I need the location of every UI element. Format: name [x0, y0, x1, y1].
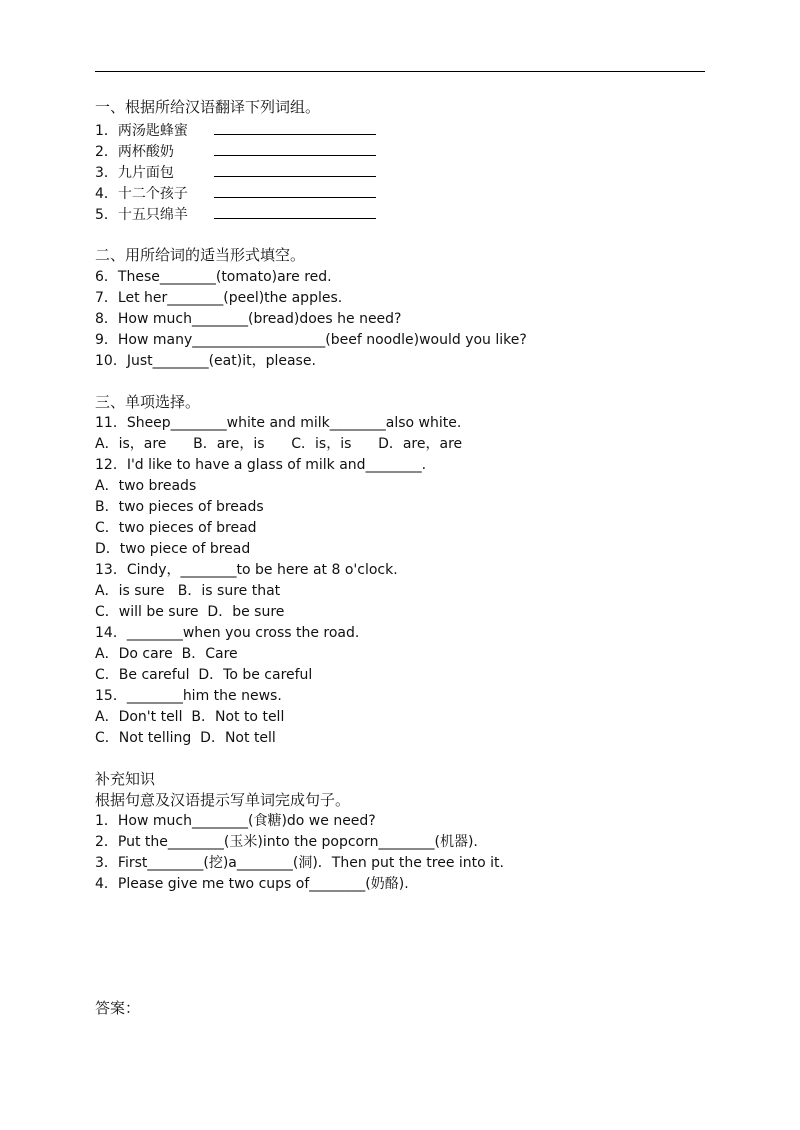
- supplement-instruction: 根据句意及汉语提示写单词完成句子。: [95, 791, 351, 809]
- option-line: C．Not telling D．Not tell: [95, 730, 276, 746]
- answer-blank[interactable]: [214, 204, 376, 219]
- answer-blank[interactable]: [214, 162, 376, 177]
- option-line: A．is sure B．is sure that: [95, 583, 281, 599]
- option-line: C．two pieces of bread: [95, 520, 257, 536]
- answers-label: 答案：: [95, 999, 141, 1017]
- section1-heading: 一、根据所给汉语翻译下列词组。: [95, 98, 321, 116]
- option-line: D．two piece of bread: [95, 541, 251, 557]
- option-line: A．is，are B．are，is C．is，is D．are，are: [95, 436, 463, 452]
- question-item: 10．Just________(eat)it，please.: [95, 353, 316, 369]
- section3-heading: 三、单项选择。: [95, 393, 201, 411]
- answer-blank[interactable]: [214, 120, 376, 135]
- question-stem: 13．Cindy，________to be here at 8 o'clock.: [95, 562, 398, 578]
- question-item: 7．Let her________(peel)the apples.: [95, 290, 343, 306]
- section1-item: 4．十二个孩子: [95, 183, 376, 203]
- question-stem: 14．________when you cross the road.: [95, 625, 360, 641]
- question-stem: 15．________him the news.: [95, 688, 282, 704]
- option-line: A．two breads: [95, 478, 197, 494]
- option-line: A．Don't tell B．Not to tell: [95, 709, 285, 725]
- answer-blank[interactable]: [214, 141, 376, 156]
- question-item: 4．Please give me two cups of________(奶酪).: [95, 876, 409, 892]
- question-item: 3．First________(挖)a________(洞)．Then put the tree into it.: [95, 855, 504, 871]
- option-line: B．two pieces of breads: [95, 499, 264, 515]
- question-item: 1．How much________(食糖)do we need?: [95, 813, 376, 829]
- question-stem: 11．Sheep________white and milk________also white.: [95, 415, 462, 431]
- supplement-title: 补充知识: [95, 770, 156, 788]
- question-item: 6．These________(tomato)are red.: [95, 269, 332, 285]
- section1-item: 5．十五只绵羊: [95, 204, 376, 224]
- question-item: 8．How much________(bread)does he need?: [95, 311, 402, 327]
- section1-item: 3．九片面包: [95, 162, 376, 182]
- question-item: 9．How many___________________(beef noodle)would you like?: [95, 332, 527, 348]
- section1-item: 2．两杯酸奶: [95, 141, 376, 161]
- question-item: 2．Put the________(玉米)into the popcorn________(机器).: [95, 834, 478, 850]
- option-line: C．will be sure D．be sure: [95, 604, 285, 620]
- question-stem: 12．I'd like to have a glass of milk and________.: [95, 457, 427, 473]
- option-line: A．Do care B．Care: [95, 646, 238, 662]
- section2-heading: 二、用所给词的适当形式填空。: [95, 246, 306, 264]
- answer-blank[interactable]: [214, 183, 376, 198]
- option-line: C．Be careful D．To be careful: [95, 667, 313, 683]
- header-rule: [95, 71, 705, 72]
- section1-item: 1．两汤匙蜂蜜: [95, 120, 376, 140]
